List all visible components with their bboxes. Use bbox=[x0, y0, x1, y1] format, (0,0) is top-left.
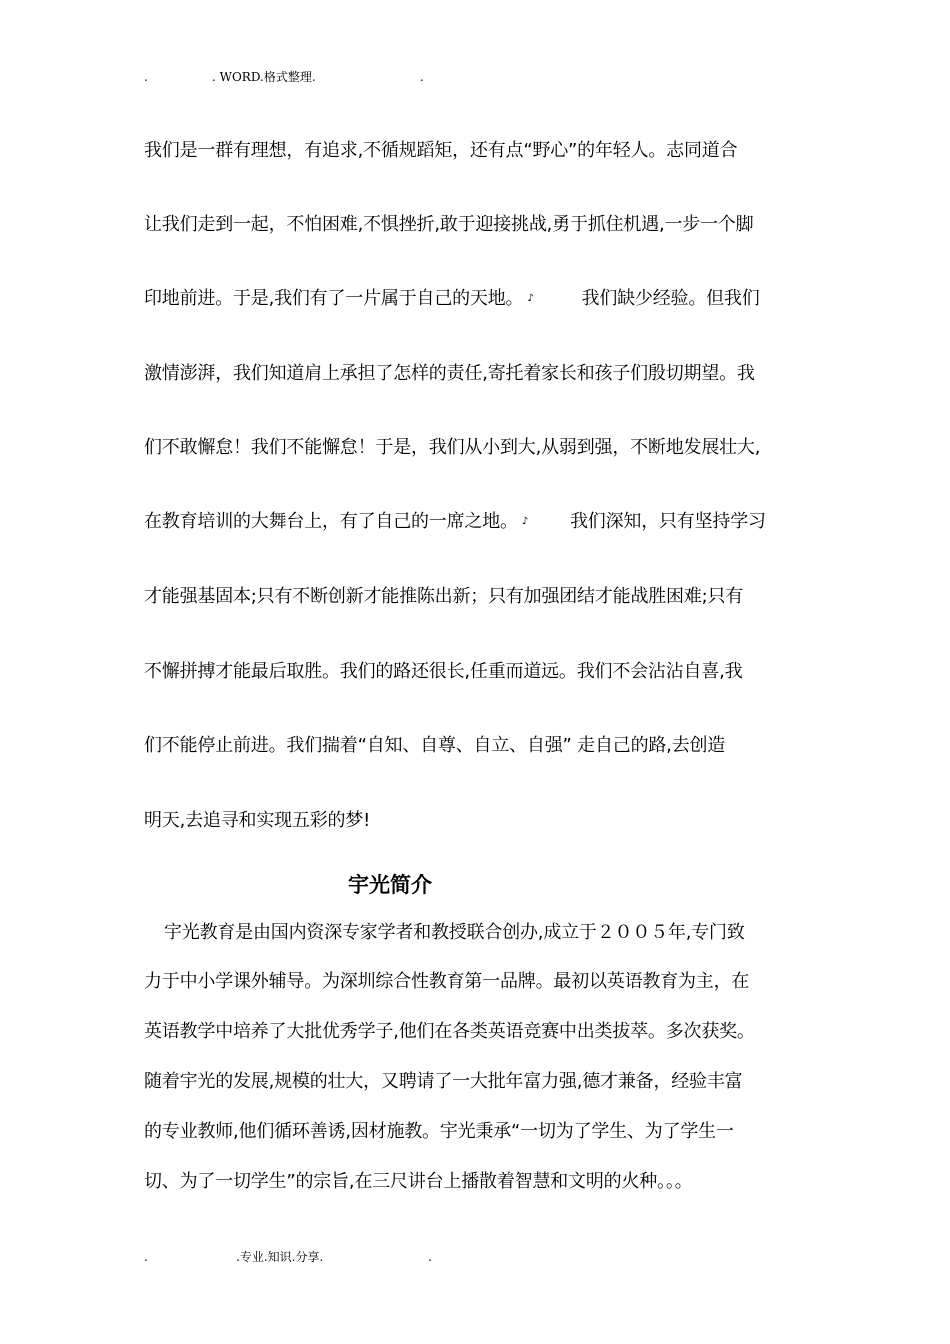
paragraph-line bbox=[144, 510, 766, 534]
paragraph-line: 随着宇光的发展,规模的壮大，又聘请了一大批年富力强,德才兼备，经验丰富 bbox=[144, 1071, 743, 1092]
paragraph-line-part: 我们深知，只有坚持学习 bbox=[570, 511, 766, 532]
header-dot-right: . bbox=[420, 70, 424, 84]
paragraph-line: 切、为了一切学生”的宗旨,在三尺讲台上播散着智慧和文明的火种。。。 bbox=[144, 1171, 693, 1192]
paragraph-line: 的专业教师,他们循环善诱,因材施教。宇光秉承“一切为了学生、为了学生一 bbox=[144, 1121, 734, 1142]
paragraph-line: 激情澎湃，我们知道肩上承担了怎样的责任,寄托着家长和孩子们殷切期望。我 bbox=[144, 363, 755, 384]
header-text: . WORD.格式整理. bbox=[212, 70, 316, 84]
paragraph-mark-icon: ♪ bbox=[527, 293, 534, 304]
paragraph-line: 让我们走到一起，不怕困难,不惧挫折,敢于迎接挑战,勇于抓住机遇,一步一个脚 bbox=[144, 214, 754, 235]
paragraph-line: 英语教学中培养了大批优秀学子,他们在各类英语竞赛中出类拔萃。多次获奖。 bbox=[144, 1021, 755, 1042]
paragraph-line: 明天,去追寻和实现五彩的梦! bbox=[144, 810, 371, 831]
header-dot-left: . bbox=[144, 70, 148, 84]
paragraph-line: 不懈拼搏才能最后取胜。我们的路还很长,任重而道远。我们不会沾沾自喜,我 bbox=[144, 661, 743, 682]
paragraph-line-part: 在教育培训的大舞台上，有了自己的一席之地。 bbox=[144, 511, 518, 532]
paragraph-line: 宇光教育是由国内资深专家学者和教授联合创办,成立于２００５年,专门致 bbox=[164, 922, 745, 943]
paragraph-line: 我们是一群有理想，有追求,不循规蹈矩，还有点“野心”的年轻人。志同道合 bbox=[144, 140, 738, 161]
paragraph-line-part: 我们缺少经验。但我们 bbox=[581, 288, 760, 309]
paragraph-line-part: 印地前进。于是,我们有了一片属于自己的天地。 bbox=[144, 288, 524, 309]
footer-text: .专业.知识.分享. bbox=[236, 1250, 324, 1264]
section-title: 宇光简介 bbox=[348, 873, 432, 897]
paragraph-line: 力于中小学课外辅导。为深圳综合性教育第一品牌。最初以英语教育为主，在 bbox=[144, 971, 750, 992]
paragraph-line: 们不能停止前进。我们揣着“自知、自尊、自立、自强” 走自己的路,去创造 bbox=[144, 735, 726, 756]
footer-dot-right: . bbox=[428, 1250, 432, 1264]
paragraph-line: 们不敢懈怠！我们不能懈怠！于是，我们从小到大,从弱到强，不断地发展壮大, bbox=[144, 437, 761, 458]
paragraph-line: 才能强基固本;只有不断创新才能推陈出新；只有加强团结才能战胜困难;只有 bbox=[144, 586, 744, 607]
paragraph-line bbox=[144, 287, 760, 311]
paragraph-mark-icon: ♪ bbox=[521, 516, 528, 527]
footer-dot-left: . bbox=[144, 1250, 148, 1264]
